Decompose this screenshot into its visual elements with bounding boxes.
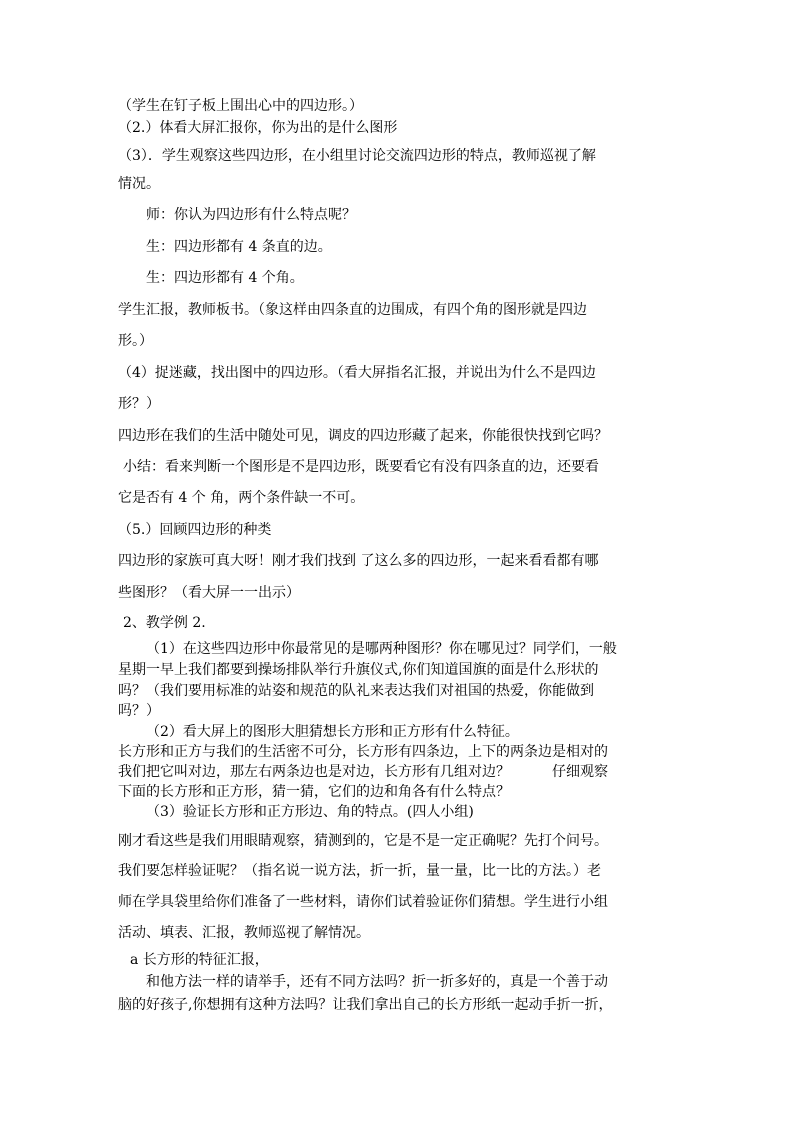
text-line: （2）看大屏上的图形大胆猜想长方形和正方形有什么特征。 xyxy=(146,724,519,740)
text-line: 学生汇报，教师板书。（象这样由四条直的边围成，有四个角的图形就是四边 xyxy=(118,302,587,318)
text-line: 星期一早上我们都要到操场排队举行升旗仪式,你们知道国旗的面是什么形状的 xyxy=(118,662,599,678)
text-line: 情况。 xyxy=(118,176,160,192)
text-line: 小结：看来判断一个图形是不是四边形，既要看它有没有四条直的边，还要看 xyxy=(123,459,599,475)
text-line: 长方形和正方与我们的生活密不可分，长方形有四条边，上下的两条边是相对的 xyxy=(118,744,608,760)
text-line: 我们要怎样验证呢？（指名说一说方法，折一折，量一量，比一比的方法。）老 xyxy=(118,863,601,879)
text-line: a 长方形的特征汇报， xyxy=(130,952,269,968)
text-line: 活动、填表、汇报，教师巡视了解情况。 xyxy=(118,925,370,941)
text-line: 师：你认为四边形有什么特点呢？ xyxy=(146,207,356,223)
text-line: 脑的好孩子,你想拥有这种方法吗？让我们拿出自己的长方形纸一起动手折一折， xyxy=(118,997,613,1013)
text-line: 刚才看这些是我们用眼睛观察，猜测到的，它是不是一定正确呢？先打个问号。 xyxy=(118,833,608,849)
text-line: 吗？） xyxy=(118,703,160,719)
text-line: 它是否有 4 个 角，两个条件缺一不可。 xyxy=(118,490,365,506)
text-line: 形。） xyxy=(118,333,153,349)
text-line: 四边形的家族可真大呀！刚才我们找到 了这么多的四边形，一起来看看都有哪 xyxy=(118,553,599,569)
text-line: 生：四边形都有 4 条直的边。 xyxy=(146,239,332,255)
text-line: （3）．学生观察这些四边形，在小组里讨论交流四边形的特点，教师巡视了解 xyxy=(118,148,596,164)
text-line: 吗？（我们要用标准的站姿和规范的队礼来表达我们对祖国的热爱，你能做到 xyxy=(118,683,594,699)
text-line: （5.）回顾四边形的种类 xyxy=(118,522,272,538)
text-line: （学生在钉子板上围出心中的四边形。） xyxy=(118,98,363,114)
text-line: （2.）体看大屏汇报你，你为出的是什么图形 xyxy=(118,120,398,136)
text-line: 形？） xyxy=(118,396,160,412)
text-line: 些图形？（看大屏一一出示） xyxy=(118,585,300,601)
text-line: （4）捉迷藏，找出图中的四边形。（看大屏指名汇报，并说出为什么不是四边 xyxy=(118,365,596,381)
text-line: 下面的长方形和正方形，猜一猜，它们的边和角各有什么特点？ xyxy=(118,784,510,800)
text-line: 2、教学例 2. xyxy=(123,615,206,631)
text-line: （3）验证长方形和正方形边、角的特点。(四人小组) xyxy=(146,804,474,820)
text-line: 生：四边形都有 4 个角。 xyxy=(146,270,304,286)
text-line: 和他方法一样的请举手，还有不同方法吗？折一折多好的，真是一个善于动 xyxy=(146,974,608,990)
text-line: 四边形在我们的生活中随处可见，调皮的四边形藏了起来，你能很快找到它吗？ xyxy=(118,428,608,444)
text-line: （1）在这些四边形中你最常见的是哪两种图形？你在哪见过？同学们，一般 xyxy=(146,641,617,657)
text-line: 我们把它叫对边，那左右两条边也是对边，长方形有几组对边？ 仔细观察 xyxy=(118,764,608,780)
text-line: 师在学具袋里给你们准备了一些材料，请你们试着验证你们猜想。学生进行小组 xyxy=(118,894,608,910)
